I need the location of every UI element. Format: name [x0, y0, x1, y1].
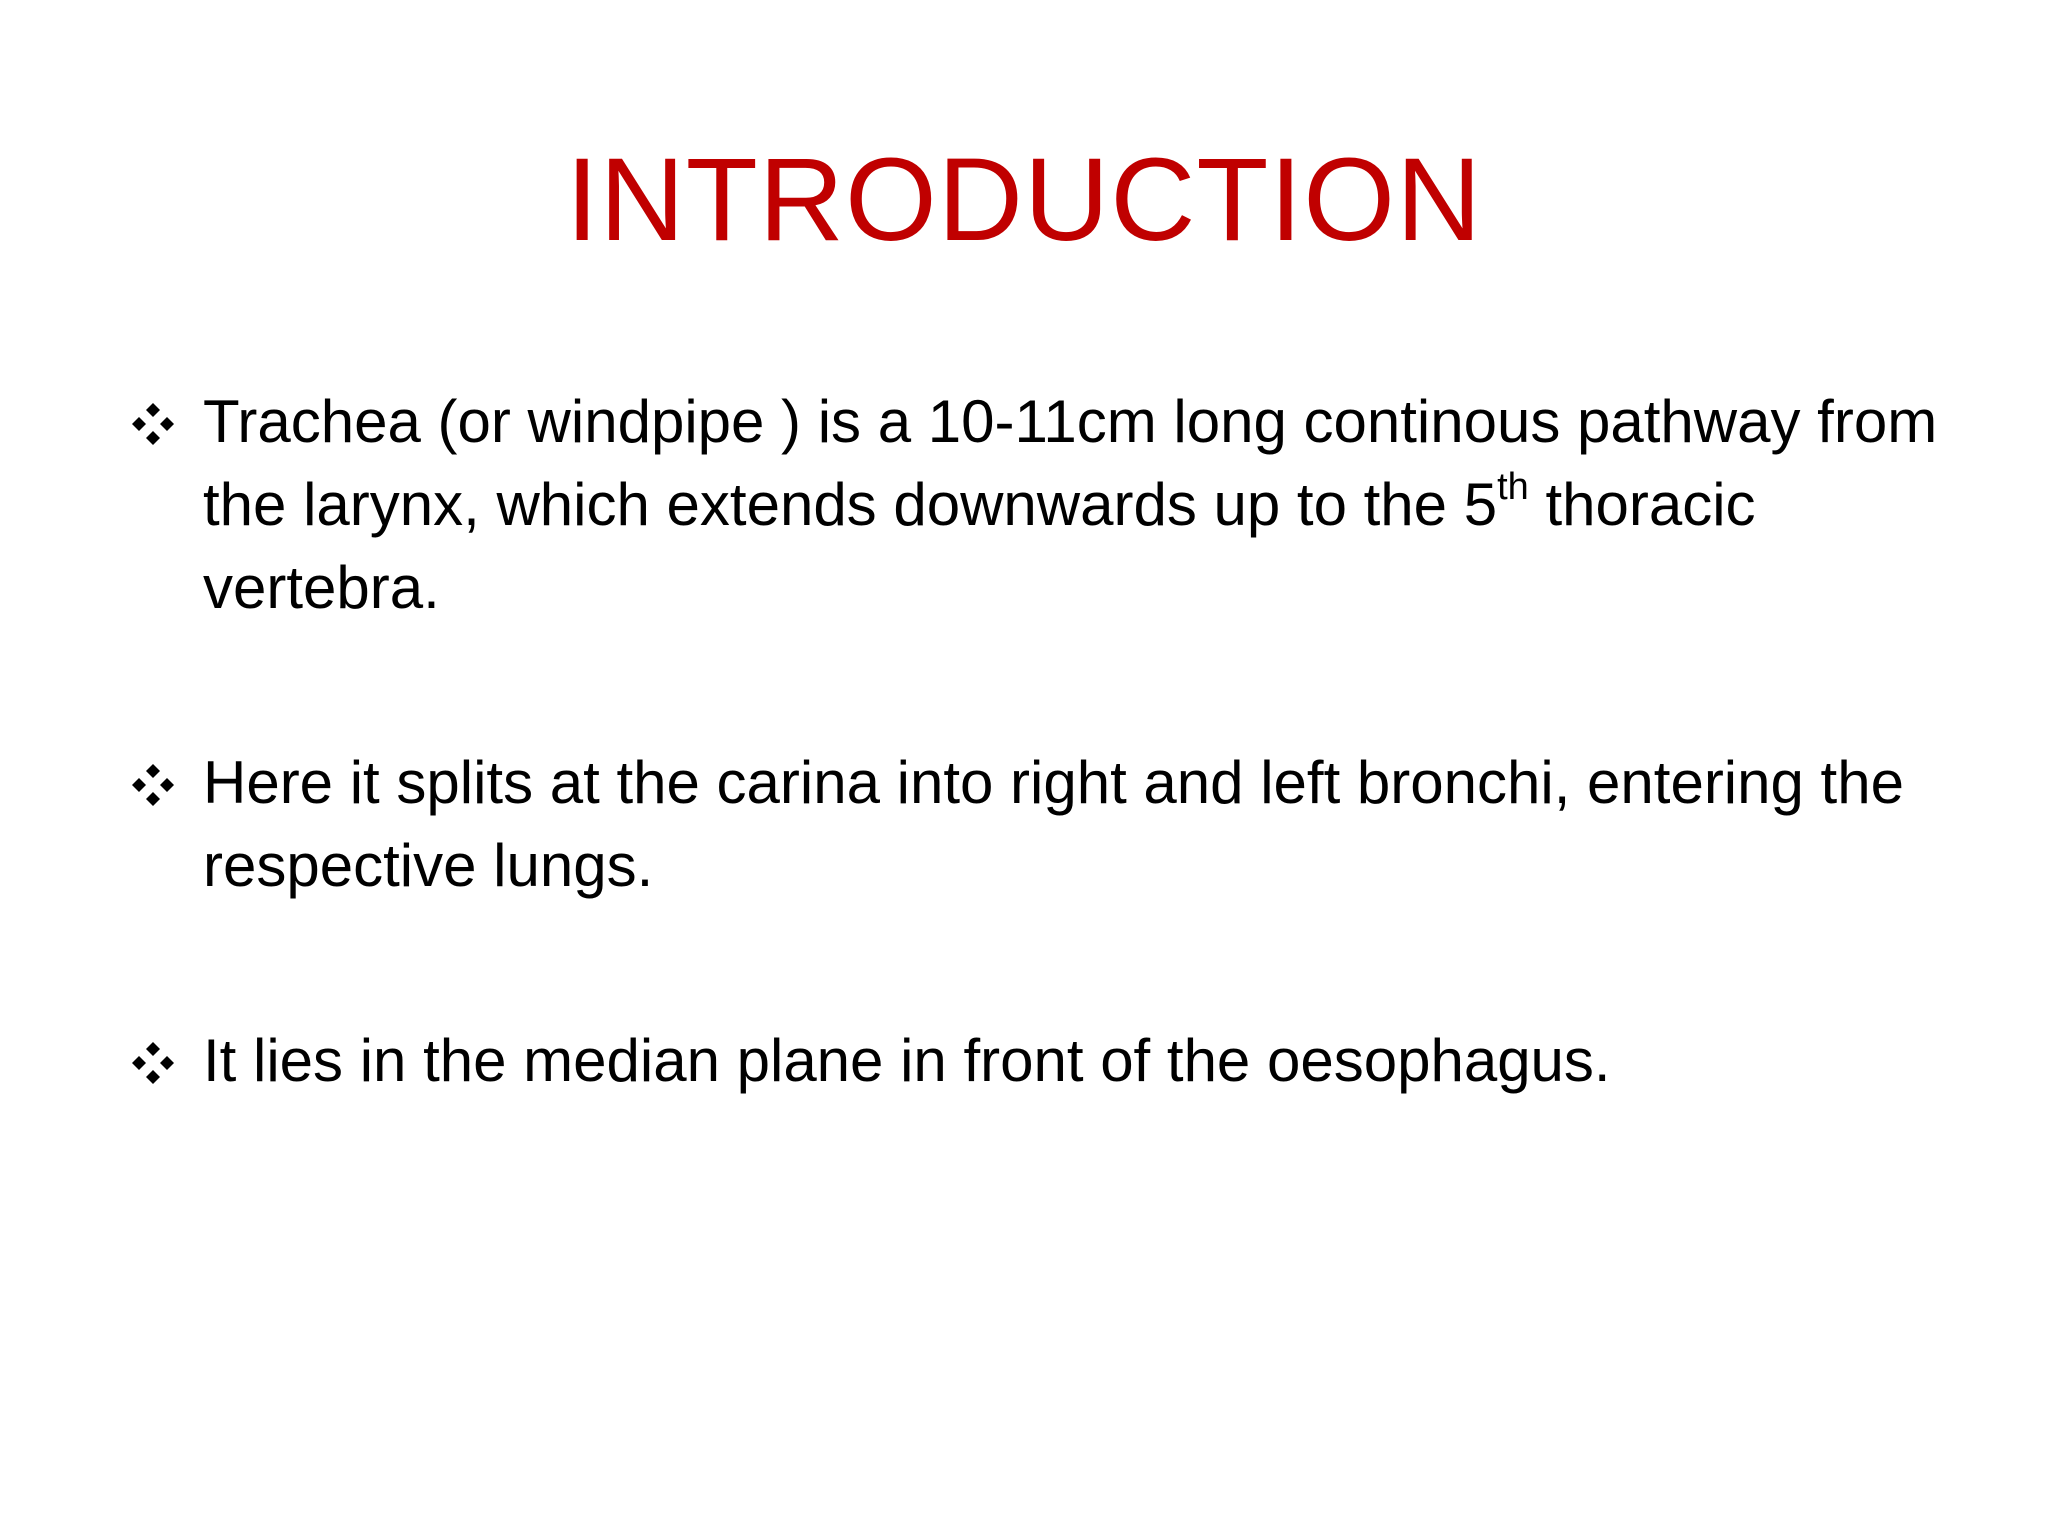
bullet-item — [130, 741, 1950, 907]
slide-title: INTRODUCTION — [565, 134, 1483, 266]
bullet-text-continued: thoracic vertebra. — [203, 471, 1756, 621]
bullet-text: It lies in the median plane in front of the oesophagus. — [203, 1027, 1611, 1094]
bullet-item — [130, 380, 1950, 629]
bullet-list — [130, 380, 1950, 1102]
bullet-text: Trachea (or windpipe ) is a 10-11cm long continous pathway from the larynx, which extends downwards up to the 5 — [203, 388, 1938, 538]
four-diamond-bullet-icon — [130, 1040, 176, 1086]
four-diamond-bullet-icon — [130, 401, 176, 447]
bullet-text: Here it splits at the carina into right and left bronchi, entering the respective lungs. — [203, 749, 1904, 899]
bullet-item — [130, 1019, 1950, 1102]
superscript-text: th — [1497, 466, 1529, 508]
four-diamond-bullet-icon — [130, 762, 176, 808]
